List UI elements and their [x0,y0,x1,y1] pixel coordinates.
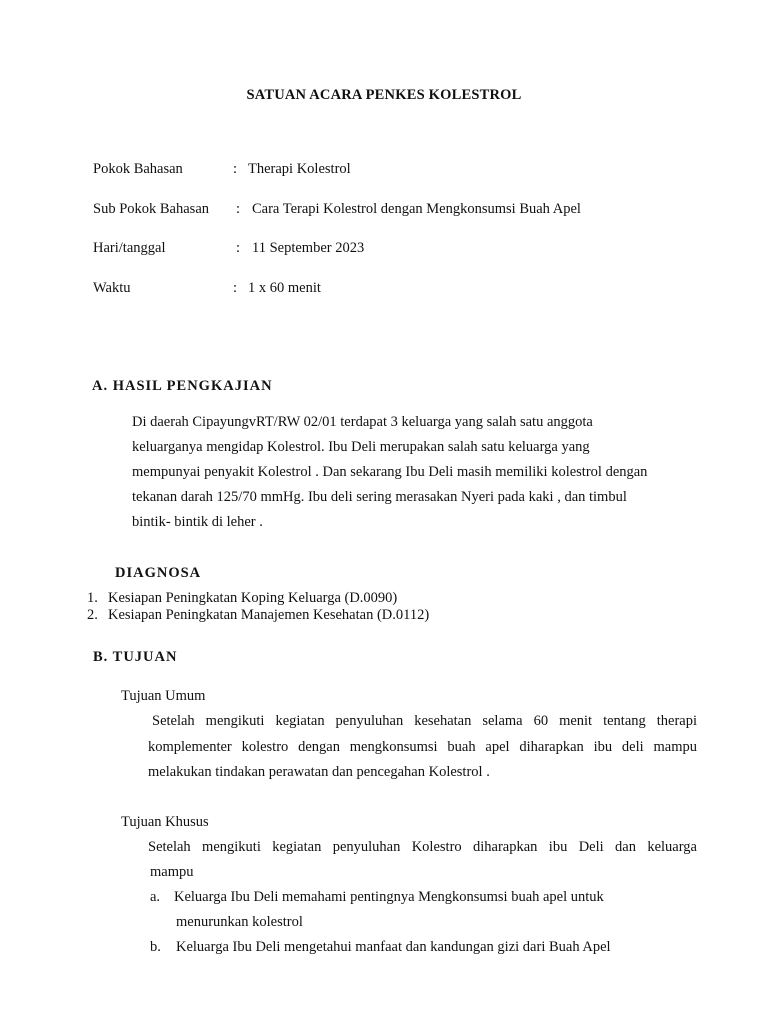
paragraph-line: bintik- bintik di leher . [132,514,263,530]
section-b-heading: B. TUJUAN [93,649,178,665]
diagnosa-heading: DIAGNOSA [115,565,202,581]
paragraph-line: mampu [150,864,194,880]
paragraph-line: melakukan tindakan perawatan dan pencegahan Kolestrol . [148,764,490,780]
list-item-number: 2. [87,607,98,623]
list-item: Keluarga Ibu Deli mengetahui manfaat dan kandungan gizi dari Buah Apel [176,939,611,955]
paragraph-line: komplementer kolestro dengan mengkonsumsi buah apel diharapkan ibu deli mampu [148,739,697,755]
list-item-letter: a. [150,889,161,905]
paragraph-line: keluarganya mengidap Kolestrol. Ibu Deli merupakan salah satu keluarga yang [132,439,590,455]
meta-value-sub-pokok-bahasan: Cara Terapi Kolestrol dengan Mengkonsumsi Buah Apel [252,201,581,217]
paragraph-line: tekanan darah 125/70 mmHg. Ibu deli sering merasakan Nyeri pada kaki , dan timbul [132,489,627,505]
meta-colon: : [233,280,238,296]
meta-label-hari-tanggal: Hari/tanggal [93,240,166,256]
meta-label-sub-pokok-bahasan: Sub Pokok Bahasan [93,201,209,217]
meta-label-pokok-bahasan: Pokok Bahasan [93,161,183,177]
section-a-heading: A. HASIL PENGKAJIAN [92,378,273,394]
list-item: Kesiapan Peningkatan Manajemen Kesehatan (D.0112) [108,607,430,623]
meta-label-waktu: Waktu [93,280,131,296]
list-item: Keluarga Ibu Deli memahami pentingnya Mengkonsumsi buah apel untuk [174,889,604,905]
paragraph-line: Setelah mengikuti kegiatan penyuluhan kesehatan selama 60 menit tentang therapi [152,713,697,729]
tujuan-khusus-title: Tujuan Khusus [121,814,209,830]
meta-colon: : [233,161,238,177]
meta-colon: : [236,240,241,256]
paragraph-line: mempunyai penyakit Kolestrol . Dan sekarang Ibu Deli masih memiliki kolestrol dengan [132,464,648,480]
list-item-continuation: menurunkan kolestrol [176,914,303,930]
meta-value-pokok-bahasan: Therapi Kolestrol [248,161,351,177]
meta-colon: : [236,201,241,217]
paragraph-line: Setelah mengikuti kegiatan penyuluhan Kolestro diharapkan ibu Deli dan keluarga [148,839,697,855]
meta-value-waktu: 1 x 60 menit [248,280,321,296]
document-title: SATUAN ACARA PENKES KOLESTROL [246,87,522,103]
list-item: Kesiapan Peningkatan Koping Keluarga (D.0090) [108,590,398,606]
meta-value-hari-tanggal: 11 September 2023 [252,240,365,256]
list-item-letter: b. [150,939,161,955]
paragraph-line: Di daerah CipayungvRT/RW 02/01 terdapat 3 keluarga yang salah satu anggota [132,414,593,430]
list-item-number: 1. [87,590,98,606]
tujuan-umum-title: Tujuan Umum [121,688,206,704]
